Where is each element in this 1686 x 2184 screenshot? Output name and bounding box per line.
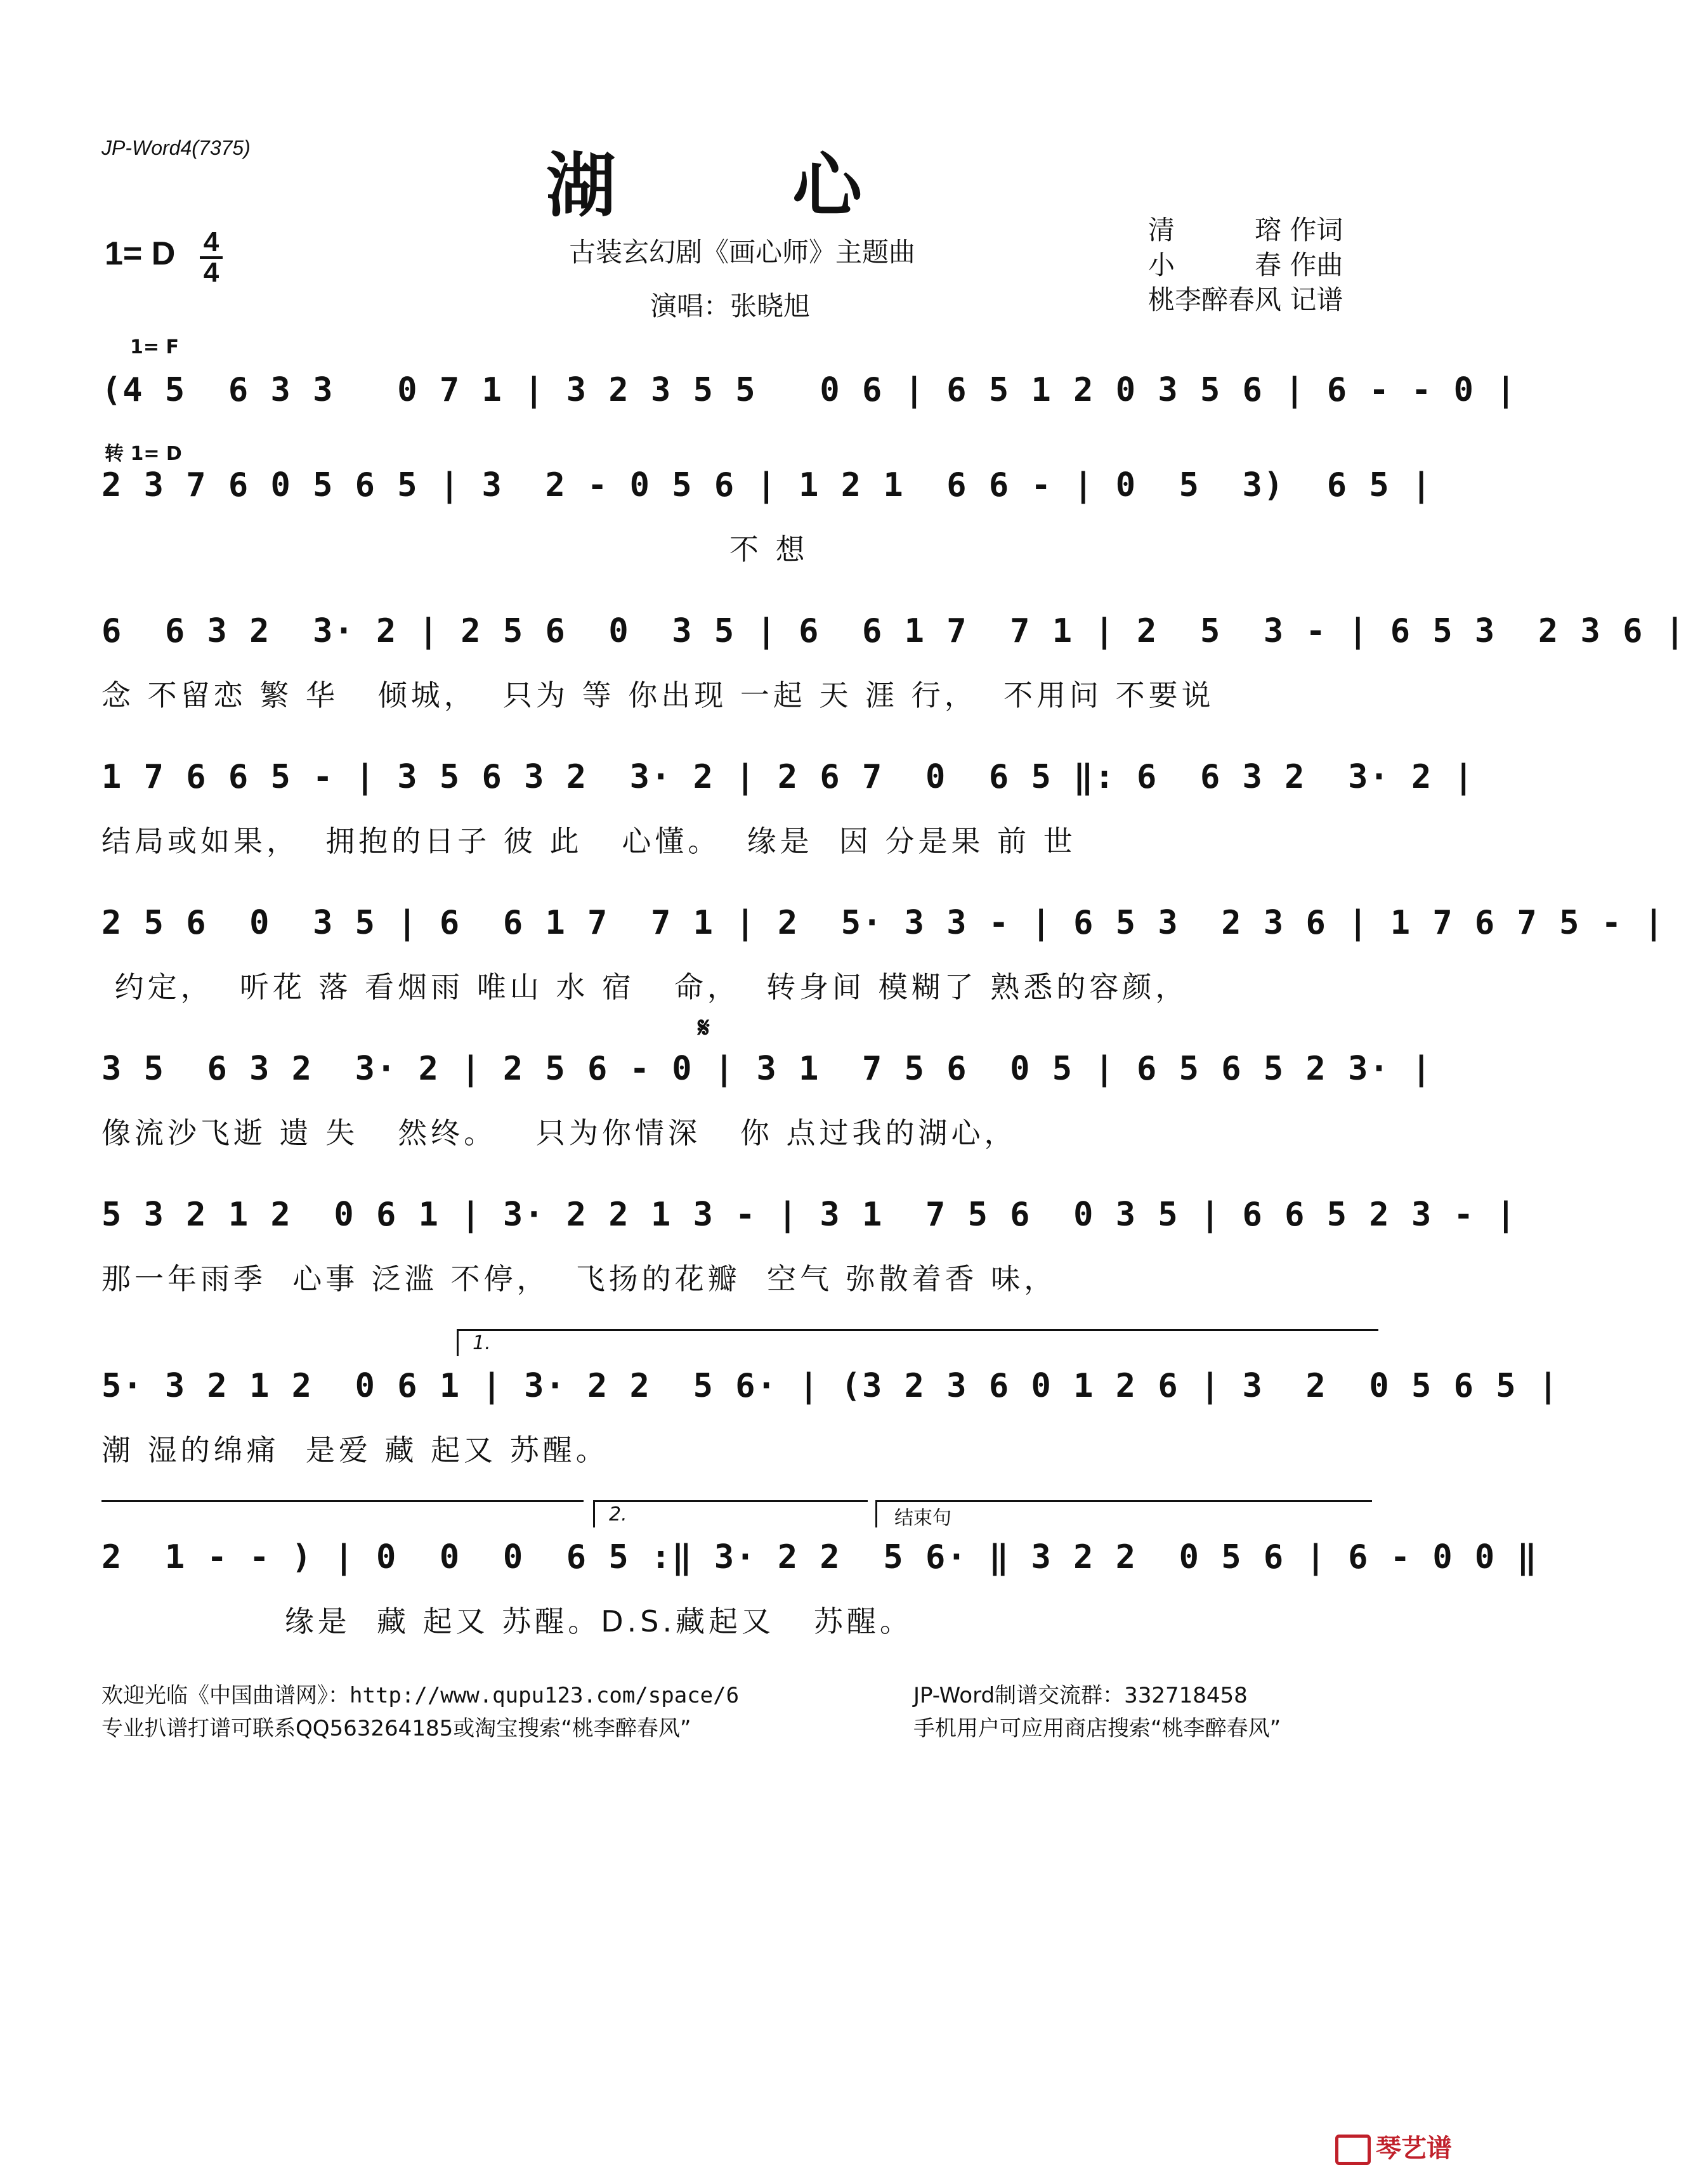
lyrics-line-9: 缘是 藏 起又 苏醒。D.S.藏起又 苏醒。 <box>101 1604 913 1638</box>
lyrics-line-4: 结局或如果， 拥抱的日子 彼 此 心懂。 缘是 因 分是果 前 世 <box>101 824 1076 858</box>
lyrics-line-2: 不 想 <box>101 532 809 566</box>
key-change-mark-2: 转 1= D <box>105 443 182 465</box>
singer-credit: 演唱：张晓旭 <box>650 291 811 322</box>
lyricist-credit: 清 瑢 作词 <box>1148 214 1343 245</box>
lyrics-line-5: 约定， 听花 落 看烟雨 唯山 水 宿 命， 转身间 模糊了 熟悉的容颜， <box>101 970 1189 1004</box>
footer-contact: 专业扒谱打谱可联系QQ563264185或淘宝搜索“桃李醉春风” <box>101 1716 691 1741</box>
key-change-mark: 1= F <box>130 336 179 358</box>
notes-line-9: 2 1 - - ) | 0 0 0 6 5 :‖ 3· 2 2 5 6· ‖ 3 2 2 0 5 6 | 6 - 0 0 ‖ <box>101 1538 1538 1576</box>
notes-line-1: (4 5 6 3 3 0 7 1 | 3 2 3 5 5 0 6 | 6 5 1 2 0 3 5 6 | 6 - - 0 | <box>101 371 1517 409</box>
notes-line-8: 5· 3 2 1 2 0 6 1 | 3· 2 2 5 6· | (3 2 3 6 0 1 2 6 | 3 2 0 5 6 5 | <box>101 1367 1560 1405</box>
time-signature <box>200 226 223 288</box>
logo-text: 琴艺谱 <box>1376 2134 1452 2163</box>
lyrics-line-7: 那一年雨季 心事 泛滥 不停， 飞扬的花瓣 空气 弥散着香 味， <box>101 1262 1057 1296</box>
volta-bracket-2 <box>593 1500 868 1527</box>
lyrics-line-3: 念 不留恋 繁 华 倾城， 只为 等 你出现 一起 天 涯 行， 不用问 不要说 <box>101 678 1215 712</box>
volta-continuation <box>101 1500 584 1527</box>
notes-line-6: 3 5 6 3 2 3· 2 | 2 5 6 - 0 | 3 1 7 5 6 0 5 | 6 5 6 5 2 3· | <box>101 1050 1433 1088</box>
key-signature: 1= D <box>105 235 176 272</box>
lyrics-line-6: 像流沙飞逝 遗 失 然终。 只为你情深 你 点过我的湖心， <box>101 1116 1017 1150</box>
transcriber-credit: 桃李醉春风 记谱 <box>1148 284 1343 315</box>
footer-group: JP-Word制谱交流群：332718458 <box>913 1683 1248 1708</box>
logo-icon <box>1335 2135 1371 2165</box>
song-title: 湖 心 <box>546 145 939 226</box>
time-signature-top: 4 <box>203 226 219 258</box>
notes-line-7: 5 3 2 1 2 0 6 1 | 3· 2 2 1 3 - | 3 1 7 5 6 0 3 5 | 6 6 5 2 3 - | <box>101 1196 1517 1234</box>
lyrics-line-8: 潮 湿的绵痛 是爱 藏 起又 苏醒。 <box>101 1433 609 1467</box>
composer-credit: 小 春 作曲 <box>1148 249 1343 280</box>
ending-label: 结束句 <box>894 1507 951 1529</box>
notes-line-5: 2 5 6 0 3 5 | 6 6 1 7 7 1 | 2 5· 3 3 - | 6 5 3 2 3 6 | 1 7 6 7 5 - | <box>101 904 1665 942</box>
notes-line-3: 6 6 3 2 3· 2 | 2 5 6 0 3 5 | 6 6 1 7 7 1 | 2 5 3 - | 6 5 3 2 3 6 | <box>101 612 1686 650</box>
volta-label-2: 2. <box>609 1503 627 1526</box>
notes-line-4: 1 7 6 6 5 - | 3 5 6 3 2 3· 2 | 2 6 7 0 6 5 ‖: 6 6 3 2 3· 2 | <box>101 758 1475 796</box>
software-label: JP-Word4(7375) <box>101 136 251 159</box>
time-signature-bottom: 4 <box>203 257 219 288</box>
song-subtitle: 古装玄幻剧《画心师》主题曲 <box>568 237 915 268</box>
segno-mark: 𝄋 <box>698 1012 710 1044</box>
footer-website: 欢迎光临《中国曲谱网》：http://www.qupu123.com/space/6 <box>101 1683 740 1708</box>
footer-app: 手机用户可应用商店搜索“桃李醉春风” <box>913 1716 1281 1741</box>
volta-bracket-1 <box>457 1329 1378 1356</box>
notes-line-2: 2 3 7 6 0 5 6 5 | 3 2 - 0 5 6 | 1 2 1 6 6 - | 0 5 3) 6 5 | <box>101 466 1433 504</box>
site-logo <box>1335 2128 1452 2165</box>
volta-label-1: 1. <box>473 1332 491 1354</box>
